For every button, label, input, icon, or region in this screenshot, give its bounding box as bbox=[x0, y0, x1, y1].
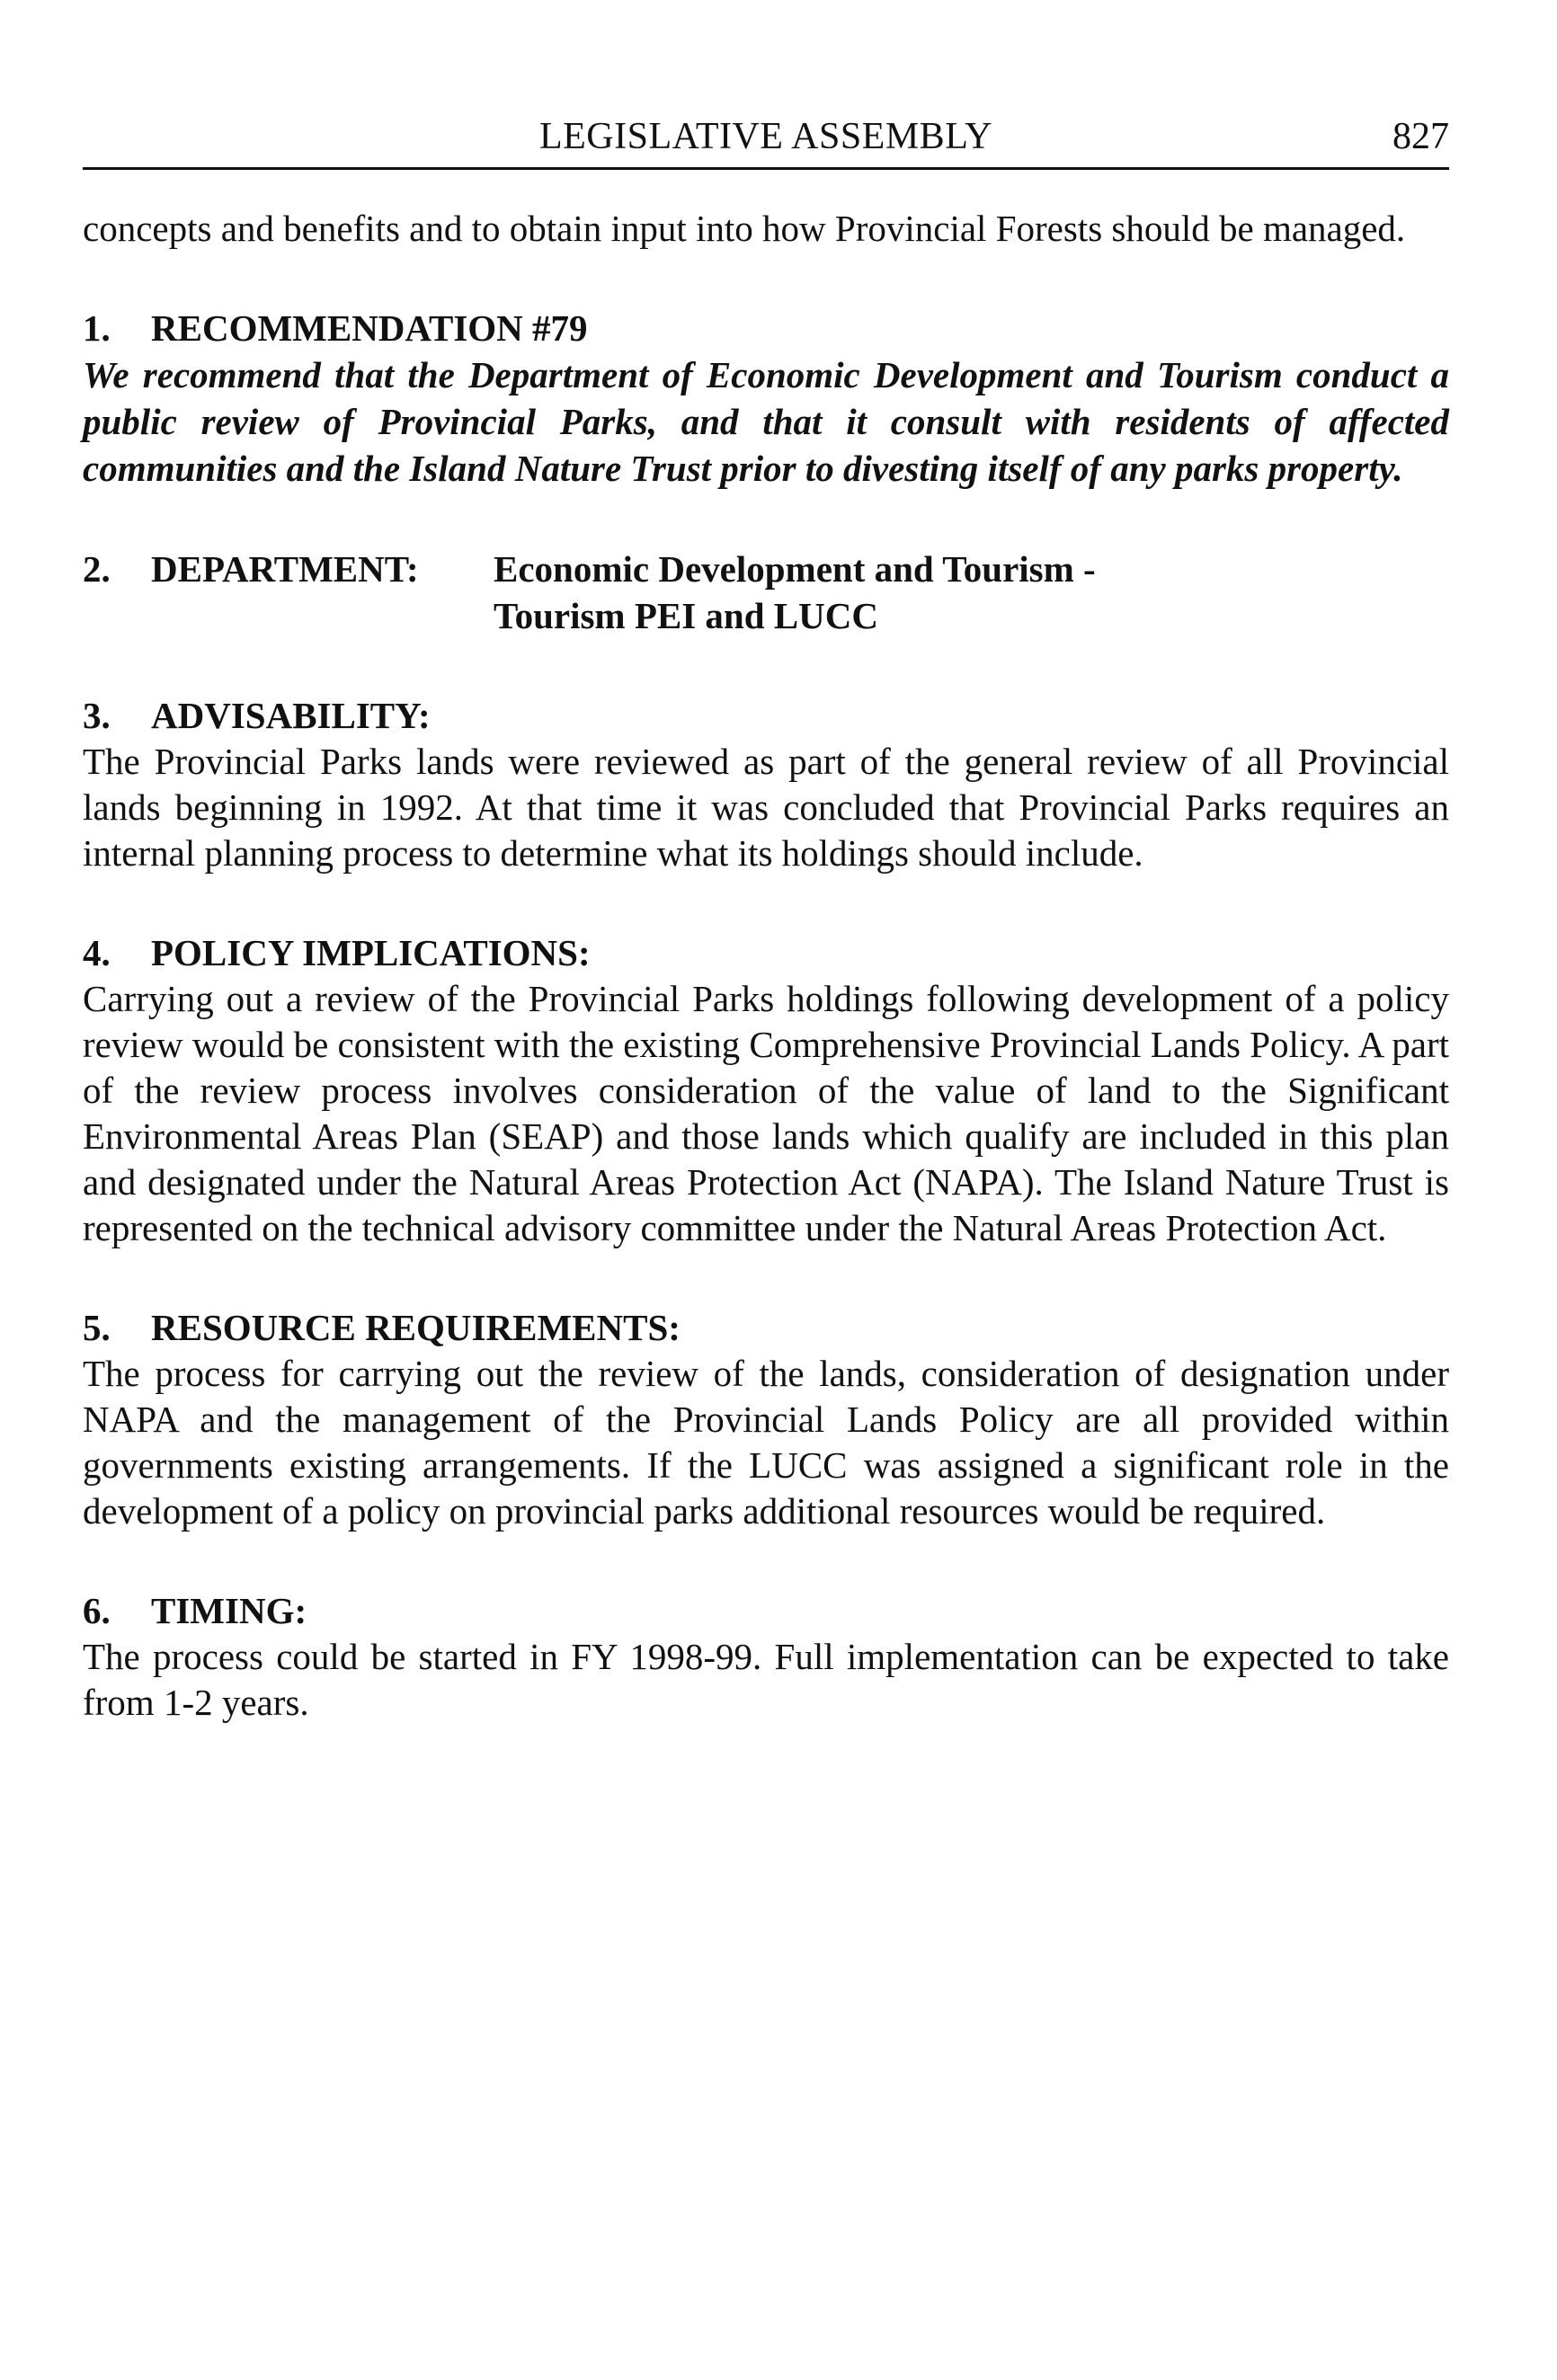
policy-heading bbox=[83, 930, 1449, 976]
resources-text: The process for carrying out the review of the lands, consideration of designation under NAPA and the management of the Provincial Lands Policy are all provided within governments existing arrangements. If the LUCC was assigned a significant role in the development of a policy on provincial parks additional resources would be required. bbox=[83, 1353, 1449, 1532]
document-page bbox=[83, 108, 1449, 1726]
department-line-2: Tourism PEI and LUCC bbox=[494, 595, 878, 636]
recommendation-title: RECOMMENDATION #79 bbox=[151, 307, 588, 349]
advisability-title: ADVISABILITY: bbox=[151, 695, 431, 736]
policy-title: POLICY IMPLICATIONS: bbox=[151, 932, 591, 973]
page-number: 827 bbox=[1392, 116, 1449, 157]
department-label: DEPARTMENT: bbox=[151, 548, 419, 590]
timing-number: 6. bbox=[83, 1590, 111, 1631]
advisability-text: The Provincial Parks lands were reviewed as part of the general review of all Provincial lands beginning in 1992. At that time it was concluded that Provincial Parks requires an internal planning process to determine what its holdings should include. bbox=[83, 741, 1449, 874]
section-policy bbox=[83, 930, 1449, 1251]
running-header bbox=[83, 108, 1449, 170]
department-row bbox=[83, 546, 1449, 639]
resources-title: RESOURCE REQUIREMENTS: bbox=[151, 1307, 681, 1348]
department-line-1: Economic Development and Tourism - bbox=[494, 548, 1096, 590]
timing-heading bbox=[83, 1588, 1449, 1634]
department-number: 2. bbox=[83, 548, 111, 590]
advisability-heading bbox=[83, 693, 1449, 739]
recommendation-number: 1. bbox=[83, 307, 111, 349]
section-resources bbox=[83, 1305, 1449, 1534]
recommendation-heading bbox=[83, 306, 1449, 351]
advisability-number: 3. bbox=[83, 695, 111, 736]
department-value bbox=[494, 546, 1449, 639]
intro-paragraph: concepts and benefits and to obtain input into how Provincial Forests should be managed. bbox=[83, 208, 1406, 249]
resources-heading bbox=[83, 1305, 1449, 1351]
section-advisability bbox=[83, 693, 1449, 876]
section-recommendation bbox=[83, 306, 1449, 492]
section-department bbox=[83, 546, 1449, 639]
timing-text: The process could be started in FY 1998-99. Full implementation can be expected to take from 1-2 years. bbox=[83, 1636, 1449, 1723]
policy-text: Carrying out a review of the Provincial Parks holdings following development of a policy review would be consistent with the existing Comprehensive Provincial Lands Policy. A part of the review process involves consideration of the value of land to the Significant Environmental Areas Plan (SEAP) and those lands which qualify are included in this plan and designated under the Natural Areas Protection Act (NAPA). The Island Nature Trust is represented on the technical advisory committee under the Natural Areas Protection Act. bbox=[83, 978, 1449, 1248]
recommendation-text: We recommend that the Department of Economic Development and Tourism conduct a public review of Provincial Parks, and that it consult with residents of affected communities and the Island Nature Trust prior to divesting itself of any parks property. bbox=[83, 354, 1449, 489]
timing-title: TIMING: bbox=[151, 1590, 307, 1631]
policy-number: 4. bbox=[83, 932, 111, 973]
department-label-wrap bbox=[83, 546, 494, 639]
header-title: LEGISLATIVE ASSEMBLY bbox=[539, 116, 992, 157]
section-timing bbox=[83, 1588, 1449, 1726]
resources-number: 5. bbox=[83, 1307, 111, 1348]
